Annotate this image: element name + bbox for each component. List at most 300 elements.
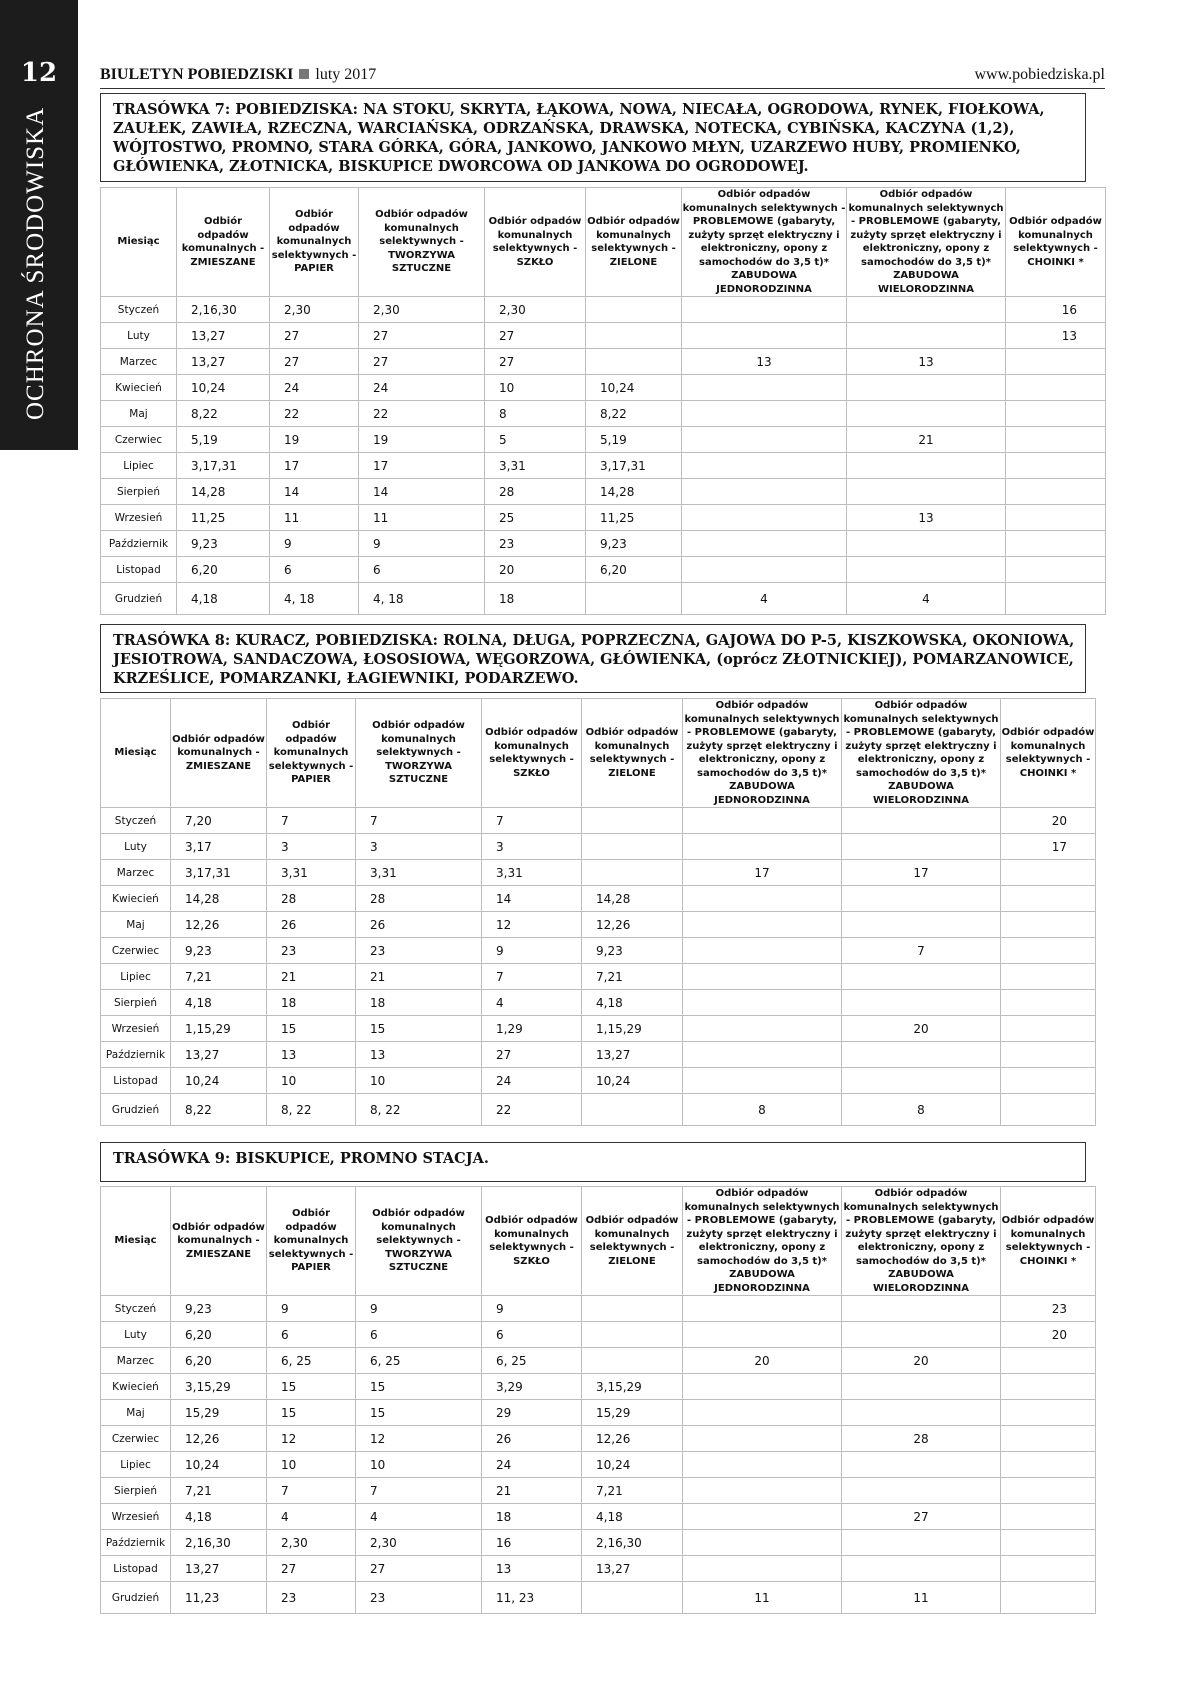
- cell-tworzywa: 19: [359, 427, 485, 453]
- cell-papier: 11: [270, 505, 359, 531]
- cell-zielone: 10,24: [586, 375, 682, 401]
- cell-papier: 8, 22: [267, 1094, 356, 1126]
- cell-choinki: [1001, 1426, 1096, 1452]
- cell-tworzywa: 27: [356, 1556, 482, 1582]
- cell-problem-wiel: 28: [842, 1426, 1001, 1452]
- cell-choinki: [1001, 912, 1096, 938]
- table-row: [101, 1582, 1096, 1614]
- cell-problem-wiel: [847, 479, 1006, 505]
- cell-problem-jed: 11: [683, 1582, 842, 1614]
- cell-problem-wiel: [842, 808, 1001, 834]
- cell-problem-wiel: [842, 912, 1001, 938]
- col-header-problem-jed: Odbiór odpadów komunalnych selektywnych - PROBLEMOWE (gabaryty, zużyty sprzęt elektryczny i elektroniczny, opony z samochodów do 3,5 t)* ZABUDOWA JEDNORODZINNA: [682, 189, 846, 295]
- cell-szklo: 14: [482, 886, 582, 912]
- cell-zmieszane: 6,20: [171, 1348, 267, 1374]
- cell-tworzywa: 15: [356, 1016, 482, 1042]
- col-header-zielone: Odbiór odpadów komunalnych selektywnych - ZIELONE: [582, 699, 683, 808]
- cell-month: Luty: [101, 323, 177, 349]
- table-row: [101, 401, 1106, 427]
- cell-zmieszane: 9,23: [177, 531, 270, 557]
- cell-problem-wiel: 13: [847, 349, 1006, 375]
- cell-month: Październik: [101, 1530, 171, 1556]
- schedule-table: [100, 698, 1096, 1126]
- col-header-month: Miesiąc: [101, 1187, 171, 1296]
- cell-problem-jed: [683, 912, 842, 938]
- cell-szklo: 4: [482, 990, 582, 1016]
- cell-month: Wrzesień: [101, 505, 177, 531]
- cell-papier: 26: [267, 912, 356, 938]
- cell-zmieszane: 3,17: [171, 834, 267, 860]
- cell-zmieszane: 7,21: [171, 964, 267, 990]
- cell-papier: 27: [267, 1556, 356, 1582]
- cell-zielone: [582, 1322, 683, 1348]
- cell-zmieszane: 1,15,29: [171, 1016, 267, 1042]
- cell-szklo: 16: [482, 1530, 582, 1556]
- cell-tworzywa: 27: [359, 349, 485, 375]
- cell-szklo: 27: [482, 1042, 582, 1068]
- cell-month: Grudzień: [101, 1094, 171, 1126]
- cell-tworzywa: 10: [356, 1452, 482, 1478]
- cell-problem-jed: [683, 834, 842, 860]
- cell-szklo: 1,29: [482, 1016, 582, 1042]
- cell-month: Sierpień: [101, 1478, 171, 1504]
- route-title-box: [100, 93, 1086, 182]
- cell-choinki: 16: [1006, 297, 1106, 323]
- cell-tworzywa: 3: [356, 834, 482, 860]
- cell-papier: 4: [267, 1504, 356, 1530]
- cell-choinki: 13: [1006, 323, 1106, 349]
- cell-tworzywa: 3,31: [356, 860, 482, 886]
- cell-tworzywa: 15: [356, 1400, 482, 1426]
- col-header-zielone: Odbiór odpadów komunalnych selektywnych - ZIELONE: [582, 1187, 683, 1296]
- table-row: [101, 349, 1106, 375]
- table-row: [101, 1296, 1096, 1322]
- cell-papier: 7: [267, 1478, 356, 1504]
- cell-zmieszane: 8,22: [177, 401, 270, 427]
- cell-zmieszane: 11,25: [177, 505, 270, 531]
- cell-zielone: 7,21: [582, 964, 683, 990]
- cell-problem-jed: [683, 1478, 842, 1504]
- cell-month: Listopad: [101, 1068, 171, 1094]
- cell-papier: 27: [270, 323, 359, 349]
- cell-zielone: [586, 349, 682, 375]
- cell-problem-jed: [682, 479, 847, 505]
- header-row: [101, 1187, 1096, 1296]
- table-row: [101, 912, 1096, 938]
- cell-zmieszane: 10,24: [171, 1452, 267, 1478]
- cell-zielone: 4,18: [582, 1504, 683, 1530]
- header-row: [101, 699, 1096, 808]
- cell-zielone: 1,15,29: [582, 1016, 683, 1042]
- cell-papier: 22: [270, 401, 359, 427]
- route-title: TRASÓWKA 8: KURACZ, POBIEDZISKA: ROLNA, DŁUGA, POPRZECZNA, GAJOWA DO P-5, KISZKOWSKA, OKONIOWA, JESIOTROWA, SANDACZOWA, ŁOSOSIOWA, WĘGORZOWA, GŁÓWIENKA, (oprócz ZŁOTNICKIEJ), POMARZANOWICE, KRZEŚLICE, POMARZANKI, ŁAGIEWNIKI, PODARZEWO.: [113, 632, 1075, 687]
- table-row: [101, 1322, 1096, 1348]
- cell-zmieszane: 13,27: [171, 1042, 267, 1068]
- cell-problem-jed: [683, 1452, 842, 1478]
- cell-papier: 21: [267, 964, 356, 990]
- cell-zielone: 3,17,31: [586, 453, 682, 479]
- cell-szklo: 20: [485, 557, 586, 583]
- cell-papier: 23: [267, 1582, 356, 1614]
- cell-choinki: 17: [1001, 834, 1096, 860]
- cell-month: Maj: [101, 912, 171, 938]
- cell-papier: 3: [267, 834, 356, 860]
- cell-zmieszane: 10,24: [171, 1068, 267, 1094]
- cell-choinki: [1001, 1400, 1096, 1426]
- schedule-body: [101, 297, 1106, 615]
- cell-problem-jed: [682, 323, 847, 349]
- schedule-body: [101, 1296, 1096, 1614]
- cell-problem-jed: [682, 453, 847, 479]
- cell-problem-wiel: [842, 834, 1001, 860]
- cell-month: Sierpień: [101, 990, 171, 1016]
- header-row: [101, 188, 1106, 297]
- cell-tworzywa: 21: [356, 964, 482, 990]
- cell-problem-jed: [682, 531, 847, 557]
- cell-problem-jed: [682, 505, 847, 531]
- cell-choinki: [1001, 1478, 1096, 1504]
- cell-problem-wiel: 27: [842, 1504, 1001, 1530]
- cell-szklo: 13: [482, 1556, 582, 1582]
- cell-month: Listopad: [101, 557, 177, 583]
- cell-zmieszane: 9,23: [171, 1296, 267, 1322]
- cell-szklo: 24: [482, 1452, 582, 1478]
- header-left: [100, 66, 376, 84]
- cell-problem-wiel: [842, 1478, 1001, 1504]
- cell-problem-wiel: 4: [847, 583, 1006, 615]
- cell-szklo: 10: [485, 375, 586, 401]
- table-row: [101, 1374, 1096, 1400]
- table-row: [101, 375, 1106, 401]
- cell-choinki: [1001, 1374, 1096, 1400]
- cell-month: Październik: [101, 531, 177, 557]
- cell-szklo: 26: [482, 1426, 582, 1452]
- cell-month: Luty: [101, 834, 171, 860]
- cell-szklo: 7: [482, 808, 582, 834]
- cell-zmieszane: 2,16,30: [177, 297, 270, 323]
- cell-zielone: 12,26: [582, 912, 683, 938]
- cell-tworzywa: 26: [356, 912, 482, 938]
- table-row: [101, 886, 1096, 912]
- cell-zmieszane: 15,29: [171, 1400, 267, 1426]
- cell-zielone: [582, 834, 683, 860]
- cell-papier: 18: [267, 990, 356, 1016]
- table-row: [101, 323, 1106, 349]
- cell-zmieszane: 3,15,29: [171, 1374, 267, 1400]
- cell-problem-jed: 4: [682, 583, 847, 615]
- cell-zielone: [582, 1582, 683, 1614]
- page-number: 12: [20, 58, 58, 88]
- cell-tworzywa: 8, 22: [356, 1094, 482, 1126]
- cell-month: Wrzesień: [101, 1504, 171, 1530]
- cell-zielone: 14,28: [582, 886, 683, 912]
- cell-month: Sierpień: [101, 479, 177, 505]
- cell-papier: 14: [270, 479, 359, 505]
- cell-zielone: 11,25: [586, 505, 682, 531]
- cell-month: Wrzesień: [101, 1016, 171, 1042]
- cell-tworzywa: 4, 18: [359, 583, 485, 615]
- cell-problem-jed: [683, 1374, 842, 1400]
- table-row: [101, 505, 1106, 531]
- cell-problem-wiel: [842, 1322, 1001, 1348]
- col-header-choinki: Odbiór odpadów komunalnych selektywnych - CHOINKI *: [1001, 699, 1096, 808]
- cell-papier: 6: [270, 557, 359, 583]
- cell-szklo: 18: [482, 1504, 582, 1530]
- cell-tworzywa: 11: [359, 505, 485, 531]
- cell-zielone: 7,21: [582, 1478, 683, 1504]
- cell-problem-jed: [683, 1042, 842, 1068]
- cell-choinki: [1001, 1556, 1096, 1582]
- cell-zmieszane: 9,23: [171, 938, 267, 964]
- cell-choinki: [1001, 990, 1096, 1016]
- cell-papier: 28: [267, 886, 356, 912]
- table-row: [101, 557, 1106, 583]
- cell-choinki: [1006, 375, 1106, 401]
- cell-papier: 10: [267, 1452, 356, 1478]
- col-header-month: Miesiąc: [101, 188, 177, 297]
- cell-papier: 27: [270, 349, 359, 375]
- cell-problem-jed: [683, 1504, 842, 1530]
- cell-szklo: 22: [482, 1094, 582, 1126]
- cell-choinki: [1001, 1582, 1096, 1614]
- cell-zielone: 14,28: [586, 479, 682, 505]
- route-title: TRASÓWKA 9: BISKUPICE, PROMNO STACJA.: [113, 1150, 489, 1167]
- cell-papier: 24: [270, 375, 359, 401]
- cell-szklo: 27: [485, 323, 586, 349]
- cell-choinki: [1006, 531, 1106, 557]
- cell-problem-jed: [683, 1530, 842, 1556]
- cell-papier: 2,30: [270, 297, 359, 323]
- cell-zmieszane: 5,19: [177, 427, 270, 453]
- cell-problem-jed: [683, 990, 842, 1016]
- cell-tworzywa: 18: [356, 990, 482, 1016]
- cell-zielone: [586, 583, 682, 615]
- cell-month: Styczeń: [101, 1296, 171, 1322]
- cell-problem-wiel: 20: [842, 1016, 1001, 1042]
- cell-papier: 13: [267, 1042, 356, 1068]
- col-header-problem-wiel: Odbiór odpadów komunalnych selektywnych - PROBLEMOWE (gabaryty, zużyty sprzęt elektryczny i elektroniczny, opony z samochodów do 3,5 t)* ZABUDOWA WIELORODZINNA: [843, 700, 999, 806]
- cell-papier: 19: [270, 427, 359, 453]
- cell-zielone: 3,15,29: [582, 1374, 683, 1400]
- publication-title: BIULETYN POBIEDZISKI: [100, 66, 294, 83]
- cell-zmieszane: 10,24: [177, 375, 270, 401]
- cell-month: Lipiec: [101, 453, 177, 479]
- cell-tworzywa: 9: [356, 1296, 482, 1322]
- cell-problem-jed: [683, 1322, 842, 1348]
- cell-zmieszane: 14,28: [177, 479, 270, 505]
- table-row: [101, 479, 1106, 505]
- cell-month: Kwiecień: [101, 1374, 171, 1400]
- cell-problem-jed: [682, 427, 847, 453]
- col-header-zmieszane: Odbiór odpadów komunalnych - ZMIESZANE: [171, 699, 267, 808]
- cell-problem-jed: [683, 938, 842, 964]
- table-row: [101, 1478, 1096, 1504]
- cell-problem-wiel: [842, 886, 1001, 912]
- cell-tworzywa: 28: [356, 886, 482, 912]
- cell-problem-wiel: 11: [842, 1582, 1001, 1614]
- cell-tworzywa: 10: [356, 1068, 482, 1094]
- cell-tworzywa: 23: [356, 938, 482, 964]
- col-header-szklo: Odbiór odpadów komunalnych selektywnych - SZKŁO: [482, 1187, 582, 1296]
- cell-zmieszane: 6,20: [171, 1322, 267, 1348]
- cell-zmieszane: 13,27: [177, 323, 270, 349]
- table-row: [101, 1452, 1096, 1478]
- cell-problem-jed: [683, 1016, 842, 1042]
- cell-zielone: 10,24: [582, 1452, 683, 1478]
- cell-zielone: [582, 1348, 683, 1374]
- cell-szklo: 3,31: [482, 860, 582, 886]
- website-link[interactable]: www.pobiedziska.pl: [974, 66, 1105, 83]
- cell-problem-jed: [683, 1296, 842, 1322]
- cell-zielone: [582, 860, 683, 886]
- cell-zmieszane: 8,22: [171, 1094, 267, 1126]
- table-row: [101, 1348, 1096, 1374]
- col-header-papier: Odbiór odpadów komunalnych selektywnych - PAPIER: [270, 188, 359, 297]
- cell-papier: 15: [267, 1016, 356, 1042]
- cell-zielone: 13,27: [582, 1042, 683, 1068]
- cell-choinki: [1006, 453, 1106, 479]
- col-header-zielone: Odbiór odpadów komunalnych selektywnych - ZIELONE: [586, 188, 682, 297]
- col-header-month: Miesiąc: [101, 699, 171, 808]
- cell-choinki: [1001, 1068, 1096, 1094]
- table-row: [101, 297, 1106, 323]
- section-label: OCHRONA ŚRODOWISKA: [22, 106, 49, 420]
- cell-tworzywa: 22: [359, 401, 485, 427]
- table-row: [101, 1094, 1096, 1126]
- table-row: [101, 427, 1106, 453]
- cell-tworzywa: 6, 25: [356, 1348, 482, 1374]
- cell-problem-jed: [683, 886, 842, 912]
- cell-tworzywa: 12: [356, 1426, 482, 1452]
- cell-zielone: [582, 1296, 683, 1322]
- col-header-zmieszane: Odbiór odpadów komunalnych - ZMIESZANE: [177, 188, 270, 297]
- cell-problem-jed: [682, 401, 847, 427]
- cell-problem-wiel: 21: [847, 427, 1006, 453]
- cell-month: Czerwiec: [101, 427, 177, 453]
- cell-zielone: 4,18: [582, 990, 683, 1016]
- cell-problem-wiel: [847, 375, 1006, 401]
- cell-choinki: [1001, 1042, 1096, 1068]
- cell-papier: 6, 25: [267, 1348, 356, 1374]
- cell-problem-wiel: [842, 1042, 1001, 1068]
- cell-choinki: [1006, 427, 1106, 453]
- table-row: [101, 583, 1106, 615]
- table-row: [101, 990, 1096, 1016]
- cell-szklo: 28: [485, 479, 586, 505]
- cell-choinki: [1001, 1016, 1096, 1042]
- cell-problem-wiel: [842, 1556, 1001, 1582]
- cell-problem-jed: 13: [682, 349, 847, 375]
- cell-zielone: 9,23: [586, 531, 682, 557]
- cell-tworzywa: 7: [356, 808, 482, 834]
- col-header-tworzywa: Odbiór odpadów komunalnych selektywnych - TWORZYWA SZTUCZNE: [356, 1187, 482, 1296]
- cell-szklo: 23: [485, 531, 586, 557]
- cell-zmieszane: 7,21: [171, 1478, 267, 1504]
- cell-month: Lipiec: [101, 964, 171, 990]
- cell-month: Maj: [101, 401, 177, 427]
- cell-szklo: 9: [482, 1296, 582, 1322]
- table-row: [101, 938, 1096, 964]
- cell-month: Maj: [101, 1400, 171, 1426]
- cell-tworzywa: 23: [356, 1582, 482, 1614]
- cell-problem-wiel: 17: [842, 860, 1001, 886]
- cell-problem-wiel: 8: [842, 1094, 1001, 1126]
- cell-month: Luty: [101, 1322, 171, 1348]
- schedule-table: [100, 1186, 1096, 1614]
- cell-month: Styczeń: [101, 808, 171, 834]
- cell-zmieszane: 6,20: [177, 557, 270, 583]
- cell-problem-jed: [683, 808, 842, 834]
- cell-zielone: 12,26: [582, 1426, 683, 1452]
- cell-choinki: [1006, 583, 1106, 615]
- cell-choinki: [1001, 938, 1096, 964]
- table-row: [101, 1068, 1096, 1094]
- cell-problem-jed: [683, 964, 842, 990]
- cell-szklo: 27: [485, 349, 586, 375]
- cell-month: Marzec: [101, 1348, 171, 1374]
- cell-papier: 10: [267, 1068, 356, 1094]
- cell-szklo: 6: [482, 1322, 582, 1348]
- cell-szklo: 5: [485, 427, 586, 453]
- cell-choinki: 23: [1001, 1296, 1096, 1322]
- cell-tworzywa: 7: [356, 1478, 482, 1504]
- cell-zielone: [582, 1094, 683, 1126]
- table-row: [101, 1426, 1096, 1452]
- cell-problem-jed: [683, 1400, 842, 1426]
- cell-problem-wiel: [847, 557, 1006, 583]
- cell-choinki: 20: [1001, 1322, 1096, 1348]
- cell-szklo: 8: [485, 401, 586, 427]
- cell-problem-jed: [683, 1068, 842, 1094]
- cell-problem-wiel: [847, 531, 1006, 557]
- cell-month: Styczeń: [101, 297, 177, 323]
- cell-zielone: 5,19: [586, 427, 682, 453]
- cell-zmieszane: 12,26: [171, 912, 267, 938]
- col-header-papier: Odbiór odpadów komunalnych selektywnych - PAPIER: [267, 1187, 356, 1296]
- cell-zmieszane: 7,20: [171, 808, 267, 834]
- cell-month: Marzec: [101, 860, 171, 886]
- route-title-box: [100, 624, 1086, 693]
- schedule-body: [101, 808, 1096, 1126]
- cell-choinki: [1006, 349, 1106, 375]
- cell-month: Czerwiec: [101, 1426, 171, 1452]
- col-header-papier: Odbiór odpadów komunalnych selektywnych - PAPIER: [267, 699, 356, 808]
- cell-problem-jed: [683, 1426, 842, 1452]
- route-title: TRASÓWKA 7: POBIEDZISKA: NA STOKU, SKRYTA, ŁĄKOWA, NOWA, NIECAŁA, OGRODOWA, RYNEK, FIOŁKOWA, ZAUŁEK, ZAWIŁA, RZECZNA, WARCIAŃSKA, ODRZAŃSKA, DRAWSKA, NOTECKA, CYBIŃSKA, KACZYNA (1,2), WÓJTOSTWO, PROMNO, STARA GÓRKA, GÓRA, JANKOWO, JANKOWO MŁYN, UZARZEWO HUBY, PROMIENKO, GŁÓWIENKA, ZŁOTNICKA, BISKUPICE DWORCOWA OD JANKOWA DO OGRODOWEJ.: [113, 101, 1045, 175]
- cell-choinki: [1006, 401, 1106, 427]
- square-separator-icon: [299, 69, 309, 79]
- col-header-zmieszane: Odbiór odpadów komunalnych - ZMIESZANE: [171, 1187, 267, 1296]
- route-title-box: [100, 1142, 1086, 1182]
- cell-problem-jed: [683, 1556, 842, 1582]
- cell-choinki: [1001, 1094, 1096, 1126]
- cell-zmieszane: 13,27: [171, 1556, 267, 1582]
- cell-month: Kwiecień: [101, 886, 171, 912]
- page-header: [100, 64, 1105, 89]
- cell-problem-wiel: [847, 401, 1006, 427]
- col-header-choinki: Odbiór odpadów komunalnych selektywnych - CHOINKI *: [1006, 188, 1106, 297]
- cell-month: Czerwiec: [101, 938, 171, 964]
- cell-tworzywa: 4: [356, 1504, 482, 1530]
- col-header-problem-wiel: Odbiór odpadów komunalnych selektywnych - PROBLEMOWE (gabaryty, zużyty sprzęt elektryczny i elektroniczny, opony z samochodów do 3,5 t)* ZABUDOWA WIELORODZINNA: [848, 189, 1004, 295]
- cell-papier: 23: [267, 938, 356, 964]
- cell-zmieszane: 3,17,31: [171, 860, 267, 886]
- cell-papier: 7: [267, 808, 356, 834]
- cell-tworzywa: 15: [356, 1374, 482, 1400]
- schedule-table: [100, 187, 1106, 615]
- cell-zmieszane: 3,17,31: [177, 453, 270, 479]
- table-row: [101, 1556, 1096, 1582]
